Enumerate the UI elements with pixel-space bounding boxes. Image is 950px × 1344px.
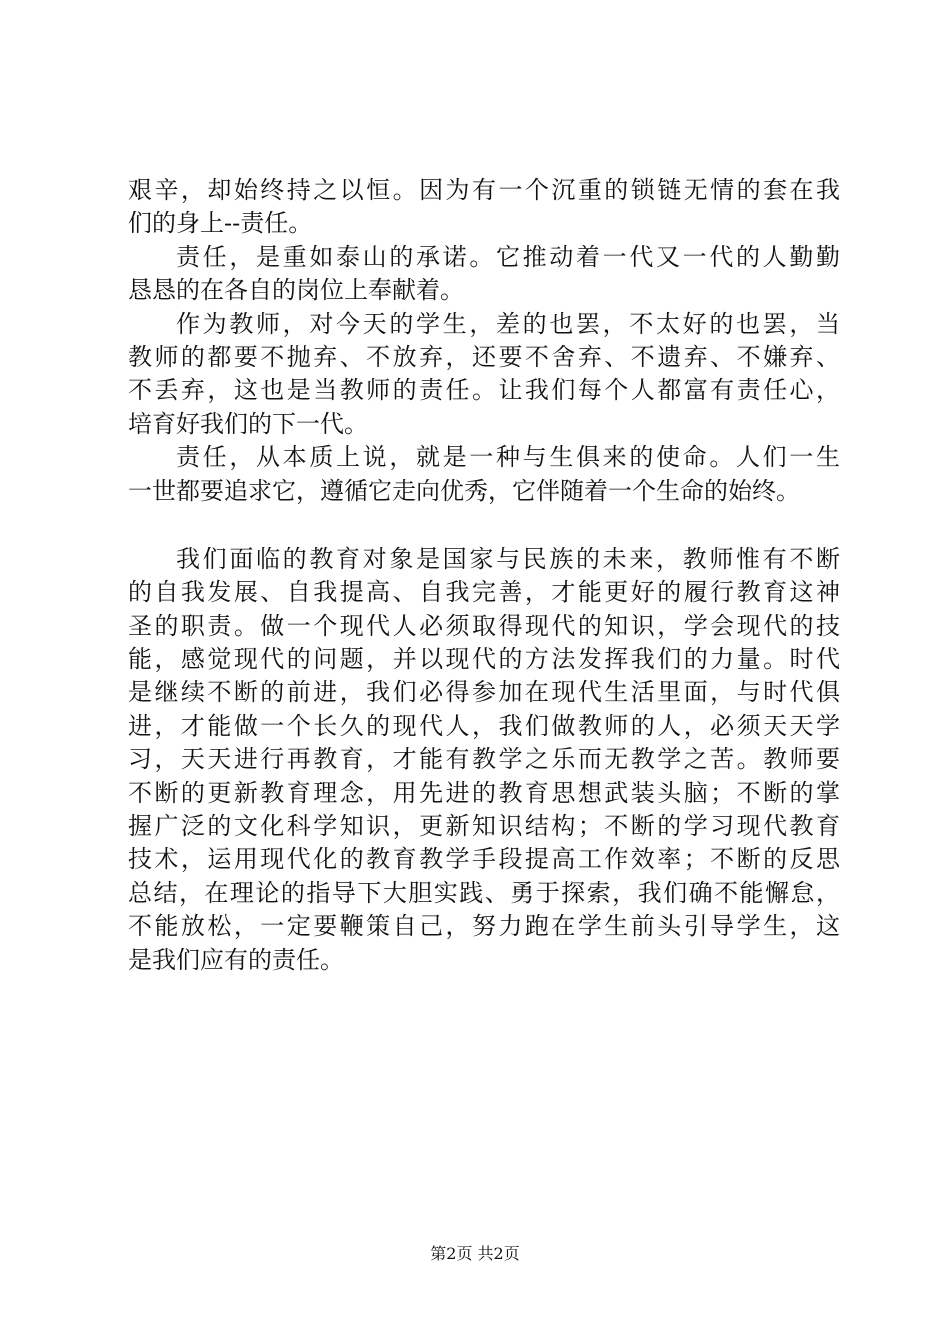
paragraph-3 xyxy=(128,308,840,442)
paragraph-1 xyxy=(128,174,840,241)
text-line: 是继续不断的前进，我们必得参加在现代生活里面，与时代俱 xyxy=(128,678,840,707)
text-line: 恳恳的在各自的岗位上奉献着。 xyxy=(128,276,464,305)
text-line: 教师的都要不抛弃、不放弃，还要不舍弃、不遗弃、不嫌弃、 xyxy=(128,342,840,371)
text-line: 能，感觉现代的问题，并以现代的方法发挥我们的力量。时代 xyxy=(128,645,840,674)
text-line: 我们面临的教育对象是国家与民族的未来，教师惟有不断 xyxy=(176,544,840,573)
text-line: 技术，运用现代化的教育教学手段提高工作效率；不断的反思 xyxy=(128,845,840,874)
text-line: 习，天天进行再教育，才能有教学之乐而无教学之苦。教师要 xyxy=(128,745,840,774)
text-line: 培育好我们的下一代。 xyxy=(128,409,368,438)
text-line: 艰辛，却始终持之以恒。因为有一个沉重的锁链无情的套在我 xyxy=(128,176,840,204)
paragraph-4 xyxy=(128,441,840,508)
text-line: 总结，在理论的指导下大胆实践、勇于探索，我们确不能懈怠， xyxy=(128,878,840,907)
text-line: 作为教师，对今天的学生，差的也罢，不太好的也罢，当 xyxy=(176,309,840,338)
text-line: 是我们应有的责任。 xyxy=(128,945,344,974)
text-line: 一世都要追求它，遵循它走向优秀，它伴随着一个生命的始终。 xyxy=(128,476,800,505)
document-body xyxy=(128,174,840,977)
text-line: 不断的更新教育理念，用先进的教育思想武装头脑；不断的掌 xyxy=(128,778,840,807)
paragraph-gap xyxy=(128,508,840,543)
text-line: 们的身上--责任。 xyxy=(128,209,313,238)
text-line: 圣的职责。做一个现代人必须取得现代的知识，学会现代的技 xyxy=(128,611,840,640)
text-line: 责任，从本质上说，就是一种与生俱来的使命。人们一生 xyxy=(176,443,840,472)
text-line: 不能放松，一定要鞭策自己，努力跑在学生前头引导学生，这 xyxy=(128,912,840,941)
text-line: 握广泛的文化科学知识，更新知识结构；不断的学习现代教育 xyxy=(128,812,840,841)
text-line: 不丢弃，这也是当教师的责任。让我们每个人都富有责任心， xyxy=(128,376,840,405)
text-line: 的自我发展、自我提高、自我完善，才能更好的履行教育这神 xyxy=(128,578,840,607)
page-footer: 第2页 共2页 xyxy=(430,1244,520,1263)
paragraph-2 xyxy=(128,241,840,308)
text-line: 责任，是重如泰山的承诺。它推动着一代又一代的人勤勤 xyxy=(176,242,840,271)
paragraph-5 xyxy=(128,543,840,977)
text-line: 进，才能做一个长久的现代人，我们做教师的人，必须天天学 xyxy=(128,711,840,740)
